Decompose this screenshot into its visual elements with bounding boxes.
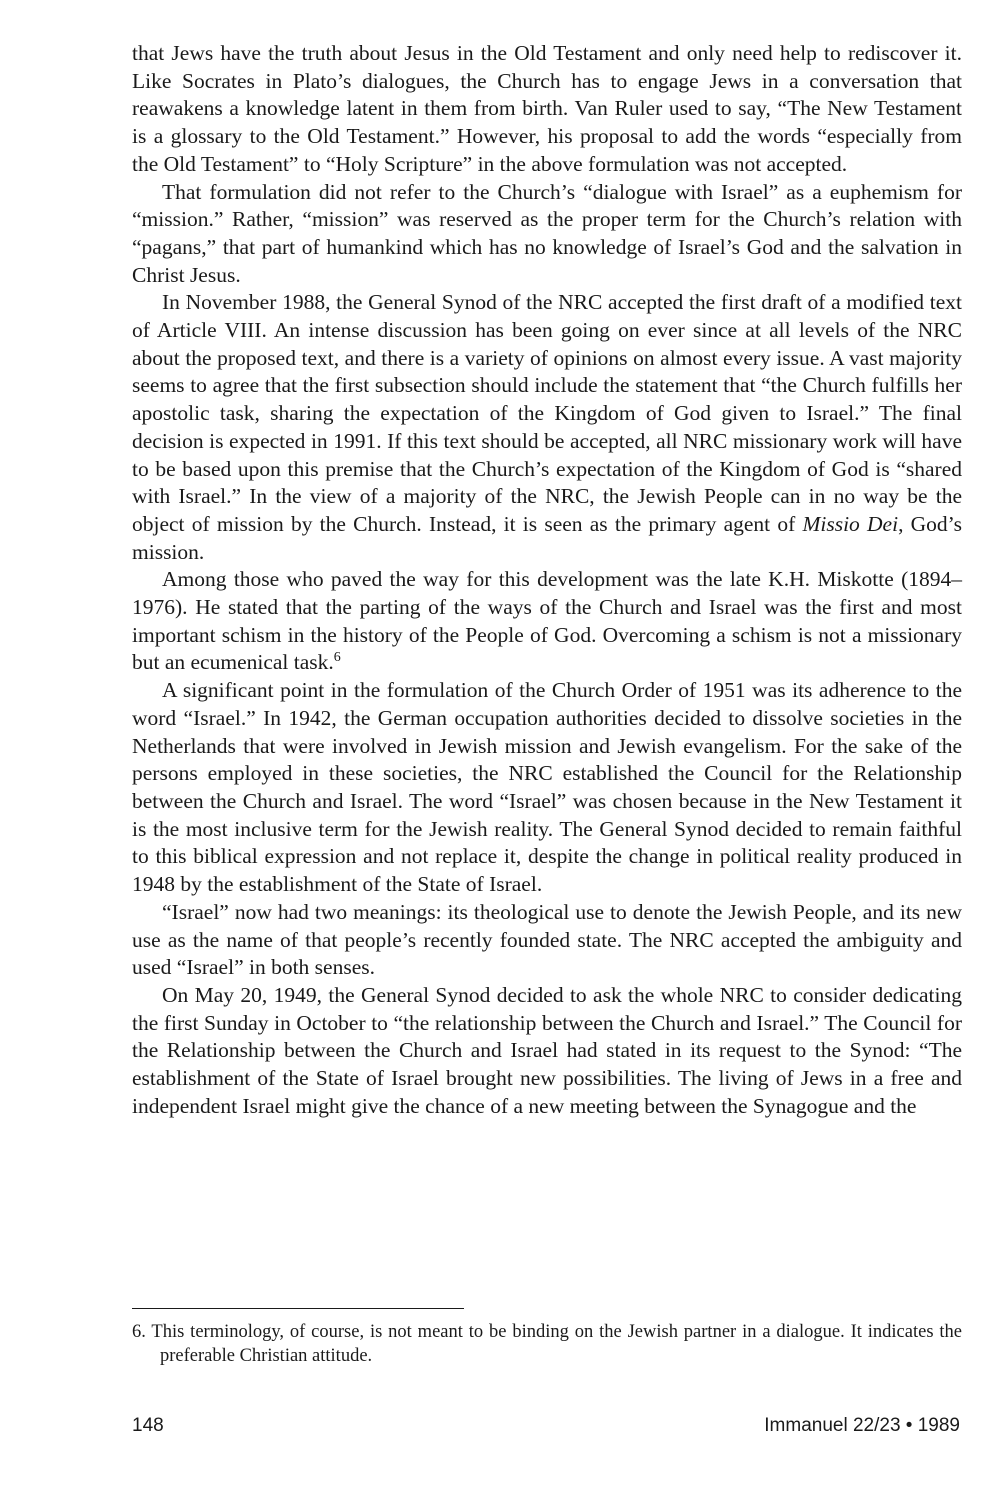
paragraph-1-text: that Jews have the truth about Jesus in the Old Testament and only need help to rediscover it. Like Socrates in Plato’s dialogues, the Church has to engage Jews in a conversation that reawakens a knowledge latent in them from birth. Van Ruler used to say, “The New Testament is a glossary to the Old Testament.” However, his proposal to add the words “especially from the Old Testament” to “Holy Scripture” in the above formulation was not accepted. <box>132 41 962 176</box>
paragraph-3-text: In November 1988, the General Synod of the NRC accepted the first draft of a modified text of Article VIII. An intense discussion has been going on ever since at all levels of the NRC about the proposed text, and there is a variety of opinions on almost every issue. A vast majority seems to agree that the first subsection should include the statement that “the Church fulfills her apostolic task, sharing the expectation of the Kingdom of God given to Israel.” The final decision is expected in 1991. If this text should be accepted, all NRC missionary work will have to be based upon this premise that the Church’s expectation of the Kingdom of God is “shared with Israel.” In the view of a majority of the NRC, the Jewish People can in no way be the object of mission by the Church. Instead, it is seen as the primary agent of <box>132 290 962 536</box>
paragraph-3-italic: Missio Dei <box>802 511 899 536</box>
paragraph-7 <box>132 982 962 1121</box>
running-footer: Immanuel 22/23 • 1989 <box>764 1415 960 1436</box>
footnote-reference: 6 <box>333 650 341 666</box>
paragraph-2 <box>132 179 962 290</box>
body-text <box>132 40 962 1120</box>
footnote-text: This terminology, of course, is not meant to be binding on the Jewish partner in a dialogue. It indicates the preferable Christian attitude. <box>151 1322 962 1366</box>
paragraph-3-after: , God’s mission. <box>132 511 963 564</box>
paragraph-6 <box>132 899 962 982</box>
footnote-number: 6. <box>132 1322 146 1342</box>
paragraph-2-text: That formulation did not refer to the Church’s “dialogue with Israel” as a euphemism for “mission.” Rather, “mission” was reserved as the proper term for the Church’s relation with “pagans,” that part of humankind which has no knowledge of Israel’s God and the salvation in Christ Jesus. <box>132 179 962 287</box>
paragraph-4-text: Among those who paved the way for this development was the late K.H. Miskotte (1894–1976). He stated that the parting of the ways of the Church and Israel was the first and most important schism in the history of the People of God. Overcoming a schism is not a missionary but an ecumenical task. <box>132 567 962 675</box>
paragraph-7-text: On May 20, 1949, the General Synod decided to ask the whole NRC to consider dedicating the first Sunday in October to “the relationship between the Church and Israel.” The Council for the Relationship between the Church and Israel had stated in its request to the Synod: “The establishment of the State of Israel brought new possibilities. The living of Jews in a free and independent Israel might give the chance of a new meeting between the Synagogue and the <box>132 982 962 1118</box>
paragraph-5 <box>132 677 962 899</box>
footnote-divider <box>132 1308 464 1309</box>
footnote <box>132 1320 962 1368</box>
paragraph-3 <box>132 289 962 566</box>
paragraph-4 <box>132 566 962 677</box>
paragraph-6-text: “Israel” now had two meanings: its theological use to denote the Jewish People, and its new use as the name of that people’s recently founded state. The NRC accepted the ambiguity and used “Israel” in both senses. <box>132 899 962 980</box>
paragraph-1 <box>132 40 962 179</box>
paragraph-5-text: A significant point in the formulation of the Church Order of 1951 was its adherence to the word “Israel.” In 1942, the German occupation authorities decided to dissolve societies in the Netherlands that were involved in Jewish mission and Jewish evangelism. For the sake of the persons employed in these societies, the NRC established the Council for the Relationship between the Church and Israel. The word “Israel” was chosen because in the New Testament it is the most inclusive term for the Jewish reality. The General Synod decided to remain faithful to this biblical expression and not replace it, despite the change in political reality produced in 1948 by the establishment of the State of Israel. <box>132 678 962 897</box>
page-number: 148 <box>132 1415 164 1436</box>
